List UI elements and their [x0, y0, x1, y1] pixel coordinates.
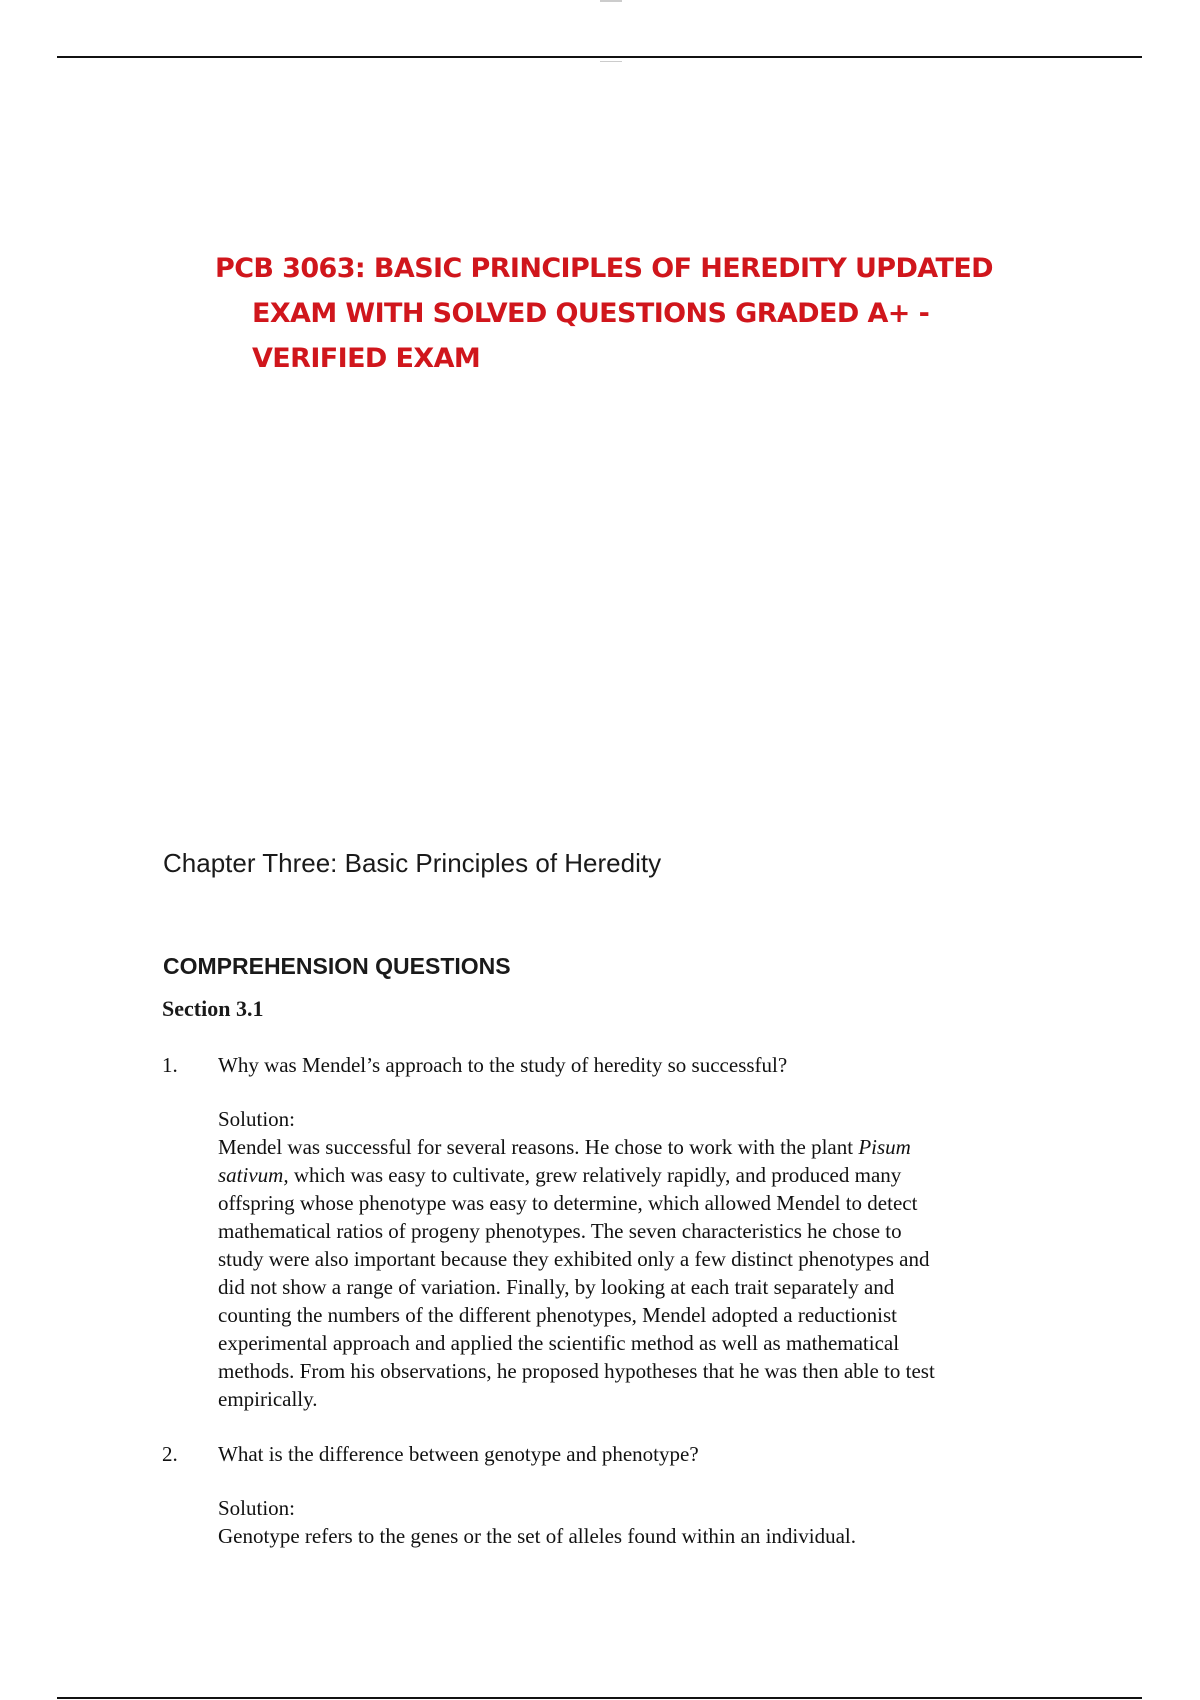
exam-title-line: PCB 3063: BASIC PRINCIPLES OF HEREDITY UPDATED: [215, 253, 993, 284]
solution-line: Genotype refers to the genes or the set of alleles found within an individual.: [218, 1524, 856, 1548]
question-text: Why was Mendel’s approach to the study of heredity so successful?: [218, 1053, 788, 1077]
solution-line: Mendel was successful for several reasons. He chose to work with the plant Pisum: [218, 1135, 911, 1159]
solution-text: [218, 1522, 1078, 1550]
page-top-mark: [600, 0, 622, 2]
section-heading: Section 3.1: [162, 996, 264, 1021]
exam-title-line: VERIFIED EXAM: [252, 343, 481, 374]
question-number: 1.: [162, 1053, 178, 1077]
solution-line: counting the numbers of the different phenotypes, Mendel adopted a reductionist: [218, 1303, 898, 1327]
exam-title-line: EXAM WITH SOLVED QUESTIONS GRADED A+ -: [252, 298, 930, 329]
solution-line: empirically.: [218, 1387, 318, 1411]
solution-line: study were also important because they exhibited only a few distinct phenotypes and: [218, 1247, 930, 1271]
comprehension-heading: COMPREHENSION QUESTIONS: [163, 953, 511, 979]
solution-label: Solution:: [218, 1496, 296, 1520]
solution-line: did not show a range of variation. Finally, by looking at each trait separately and: [218, 1275, 895, 1299]
solution-text: [218, 1133, 1078, 1413]
footer-rule: [57, 1697, 1142, 1699]
chapter-heading: Chapter Three: Basic Principles of Heredity: [163, 848, 662, 878]
solution-line: offspring whose phenotype was easy to determine, which allowed Mendel to detect: [218, 1191, 918, 1215]
question-number: 2.: [162, 1442, 178, 1466]
header-mark: [600, 61, 622, 62]
question-text: What is the difference between genotype and phenotype?: [218, 1442, 699, 1466]
solution-label: Solution:: [218, 1107, 296, 1131]
exam-title: [215, 246, 1065, 381]
solution-line: mathematical ratios of progeny phenotypes. The seven characteristics he chose to: [218, 1219, 902, 1243]
header-rule: [57, 56, 1142, 58]
solution-line: methods. From his observations, he proposed hypotheses that he was then able to test: [218, 1359, 935, 1383]
solution-line: sativum, which was easy to cultivate, grew relatively rapidly, and produced many: [218, 1163, 902, 1187]
solution-line: experimental approach and applied the scientific method as well as mathematical: [218, 1331, 900, 1355]
